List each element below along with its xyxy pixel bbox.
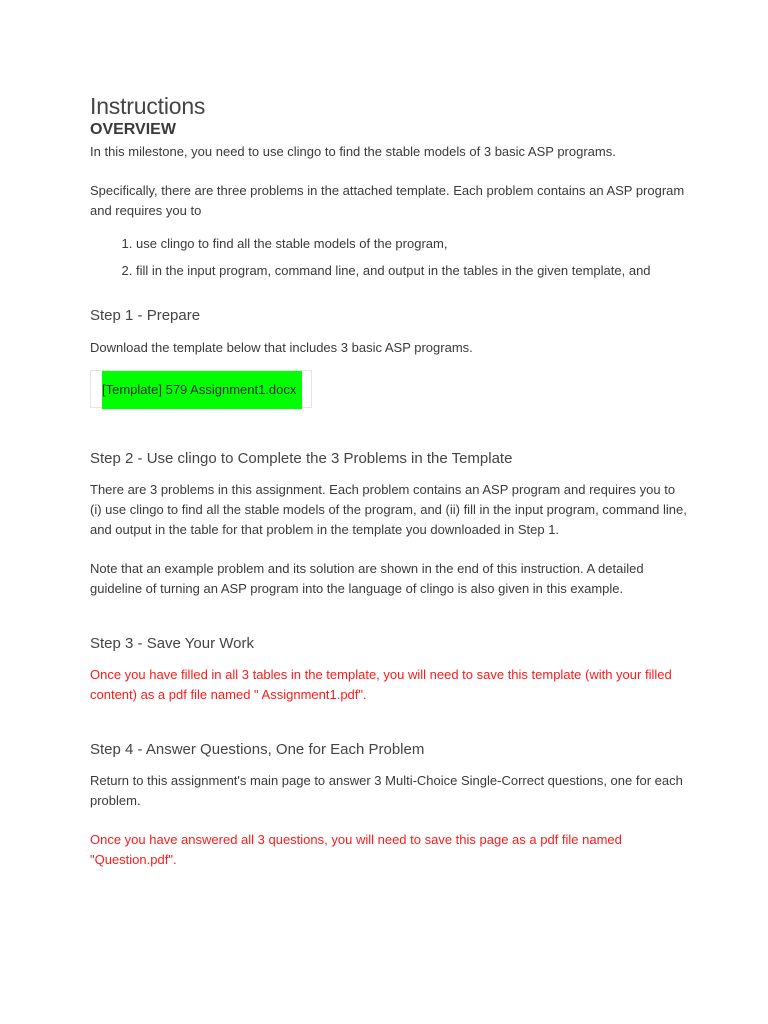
list-item: 1. use clingo to find all the stable models of the program,: [136, 234, 690, 254]
page-title: Instructions: [90, 93, 206, 119]
task-list: [90, 234, 690, 281]
template-attachment: [90, 370, 312, 408]
step4-warning: Once you have answered all 3 questions, you will need to save this page as a pdf file named "Question.pdf".: [90, 832, 622, 867]
step4-heading: Step 4 - Answer Questions, One for Each Problem: [90, 741, 425, 758]
step2-heading: Step 2 - Use clingo to Complete the 3 Problems in the Template: [90, 450, 513, 467]
step2-paragraph: There are 3 problems in this assignment. Each problem contains an ASP program and requires you to (i) use clingo to find all the stable models of the program, and (ii) fill in the input program, command line, and output in the table for that problem in the template you downloaded in Step 1.: [90, 482, 687, 537]
step1-paragraph: Download the template below that includes 3 basic ASP programs.: [90, 340, 473, 355]
list-item: 2. fill in the input program, command line, and output in the tables in the given template, and: [136, 261, 690, 281]
step1-heading: Step 1 - Prepare: [90, 307, 201, 324]
step3-heading: Step 3 - Save Your Work: [90, 635, 254, 652]
overview-heading: OVERVIEW: [90, 121, 176, 138]
intro-paragraph: In this milestone, you need to use clingo to find the stable models of 3 basic ASP programs.: [90, 144, 616, 159]
template-download-link[interactable]: [Template] 579 Assignment1.docx: [102, 371, 302, 409]
instructions-content: [90, 92, 690, 870]
step3-warning: Once you have filled in all 3 tables in the template, you will need to save this template (with your filled content) as a pdf file named " Assignment1.pdf".: [90, 667, 672, 702]
step2-note: Note that an example problem and its solution are shown in the end of this instruction. A detailed guideline of turning an ASP program into the language of clingo is also given in this example.: [90, 561, 644, 596]
step4-paragraph: Return to this assignment's main page to answer 3 Multi-Choice Single-Correct questions, one for each problem.: [90, 773, 683, 808]
specifics-paragraph: Specifically, there are three problems in the attached template. Each problem contains an ASP program and requires you to: [90, 183, 685, 218]
